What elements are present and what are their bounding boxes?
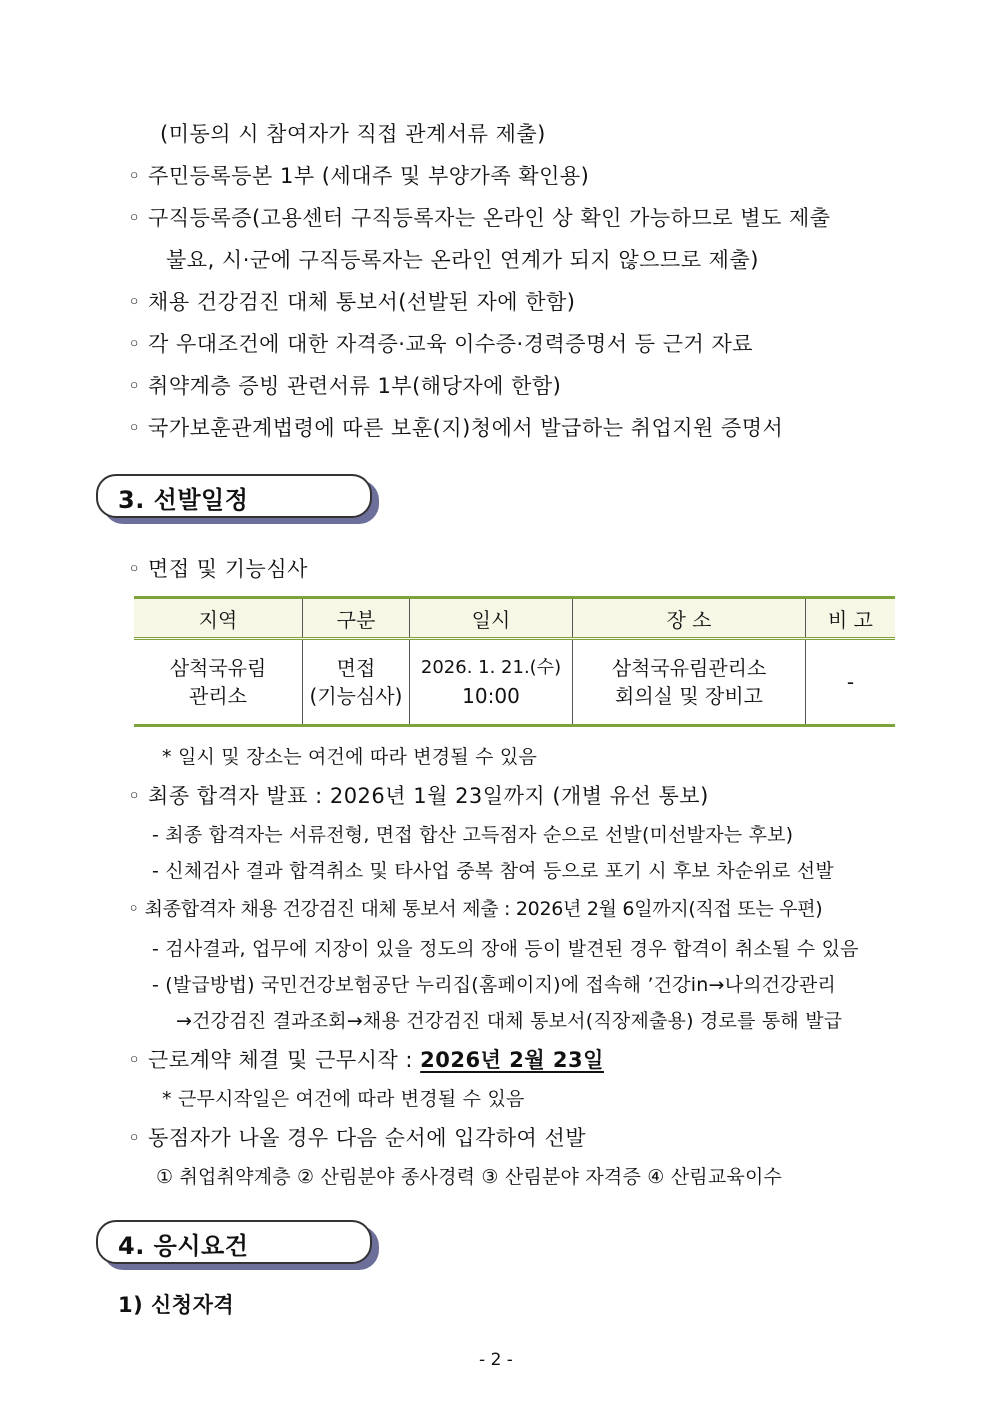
table-header: 구분 xyxy=(303,598,410,639)
cell-text: 삼척국유림관리소 xyxy=(611,656,767,680)
list-item: ◦ 주민등록등본 1부 (세대주 및 부양가족 확인용) xyxy=(128,164,590,188)
sub-item: - 검사결과, 업무에 지장이 있을 정도의 장애 등이 발견된 경우 합격이 취소될 수 있음 xyxy=(152,938,859,960)
table-cell xyxy=(134,639,303,726)
list-item: ◦ 채용 건강검진 대체 통보서(선발된 자에 한함) xyxy=(128,290,576,314)
list-item xyxy=(128,1044,604,1074)
table-cell xyxy=(410,639,573,726)
list-item: ◦ 국가보훈관계법령에 따른 보훈(지)청에서 발급하는 취업지원 증명서 xyxy=(128,416,784,440)
sub-item: - 신체검사 결과 합격취소 및 타사업 중복 참여 등으로 포기 시 후보 차순위로 선발 xyxy=(152,860,834,882)
work-start-label: ◦ 근로계약 체결 및 근무시작 : xyxy=(128,1048,421,1072)
cell-text: 회의실 및 장비고 xyxy=(615,684,763,708)
list-item: ◦ 최종합격자 채용 건강검진 대체 통보서 제출 : 2026년 2월 6일까지(직접 또는 우편) xyxy=(128,898,823,920)
list-item: ◦ 최종 합격자 발표 : 2026년 1월 23일까지 (개별 유선 통보) xyxy=(128,784,709,808)
schedule-table xyxy=(134,596,895,727)
list-item: ◦ 취약계층 증빙 관련서류 1부(해당자에 한함) xyxy=(128,374,562,398)
text-line: (미동의 시 참여자가 직접 관계서류 제출) xyxy=(160,122,546,146)
list-item: ◦ 동점자가 나올 경우 다음 순서에 입각하여 선발 xyxy=(128,1126,587,1150)
table-cell xyxy=(303,639,410,726)
table-header: 일시 xyxy=(410,598,573,639)
cell-text: 삼척국유림 xyxy=(169,656,267,680)
note-line: * 일시 및 장소는 여건에 따라 변경될 수 있음 xyxy=(162,746,538,768)
sub-item-continuation: →건강검진 결과조회→채용 건강검진 대체 통보서(직장제출용) 경로를 통해 발급 xyxy=(176,1010,843,1032)
table-header: 장 소 xyxy=(573,598,806,639)
table-row xyxy=(134,639,895,726)
note-line: * 근무시작일은 여건에 따라 변경될 수 있음 xyxy=(162,1088,525,1110)
sub-item: - 최종 합격자는 서류전형, 면접 합산 고득점자 순으로 선발(미선발자는 후보) xyxy=(152,824,794,846)
cell-text: 관리소 xyxy=(189,684,247,708)
table-header: 지역 xyxy=(134,598,303,639)
section-heading-3 xyxy=(96,474,372,518)
work-start-date: 2026년 2월 23일 xyxy=(420,1048,604,1072)
page-number: - 2 - xyxy=(479,1350,513,1370)
list-item-continuation: 불요, 시·군에 구직등록자는 온라인 연계가 되지 않으므로 제출) xyxy=(166,248,759,272)
section-heading-4 xyxy=(96,1220,372,1264)
section-title: 3. 선발일정 xyxy=(118,486,249,514)
cell-text: 2026. 1. 21.(수) xyxy=(420,657,562,678)
subsection-title: 1) 신청자격 xyxy=(118,1293,235,1317)
cell-text: 면접 xyxy=(336,656,376,680)
cell-text: 10:00 xyxy=(462,684,520,708)
cell-text: (기능심사) xyxy=(309,684,403,708)
list-item: ◦ 각 우대조건에 대한 자격증·교육 이수증·경력증명서 등 근거 자료 xyxy=(128,332,754,356)
table-cell xyxy=(573,639,806,726)
sub-item: - (발급방법) 국민건강보험공단 누리집(홈페이지)에 접속해 ’건강in→나의건강관리 xyxy=(152,974,836,996)
section-title: 4. 응시요건 xyxy=(118,1232,249,1260)
table-header: 비 고 xyxy=(806,598,896,639)
table-cell: - xyxy=(806,639,896,726)
table-header-row xyxy=(134,598,895,639)
list-item: ◦ 면접 및 기능심사 xyxy=(128,557,308,581)
list-item: ◦ 구직등록증(고용센터 구직등록자는 온라인 상 확인 가능하므로 별도 제출 xyxy=(128,206,831,230)
priority-list: ① 취업취약계층 ② 산림분야 종사경력 ③ 산림분야 자격증 ④ 산림교육이수 xyxy=(156,1166,783,1188)
